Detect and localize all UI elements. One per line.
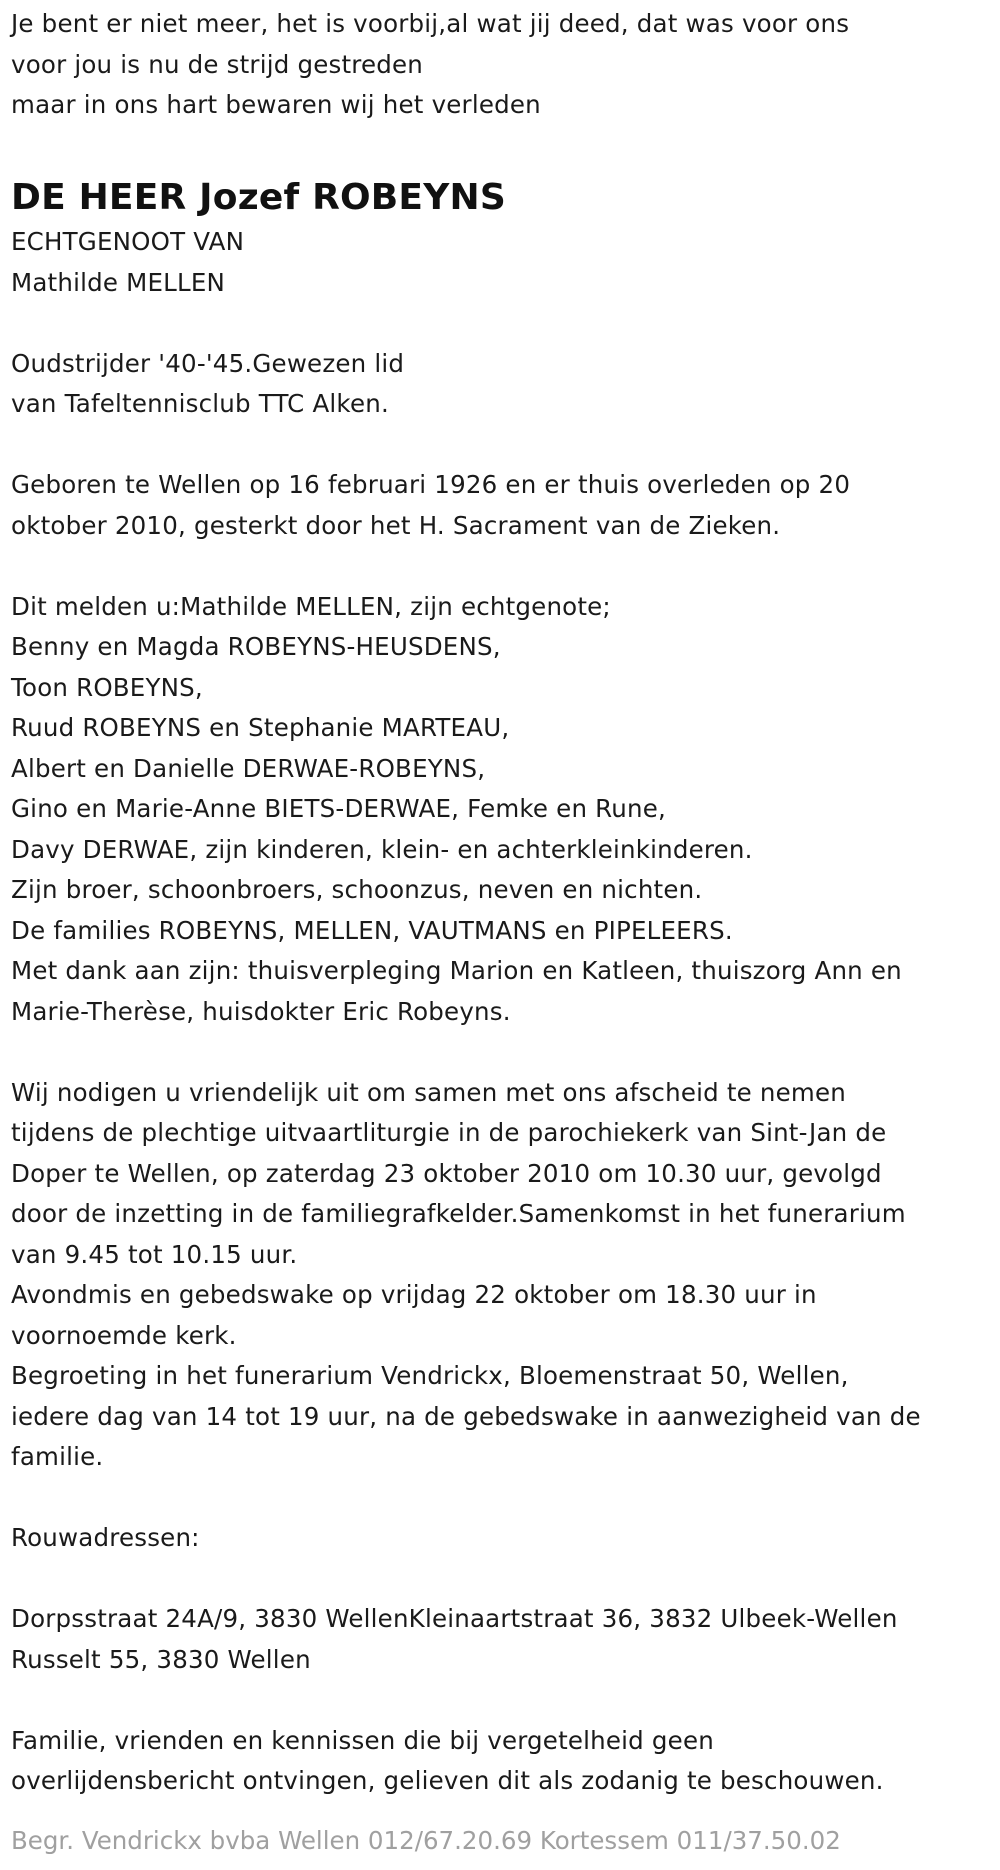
announcer-line: Ruud ROBEYNS en Stephanie MARTEAU, (11, 713, 510, 742)
announcer-line: Zijn broer, schoonbroers, schoonzus, neven en nichten. (11, 875, 703, 904)
ceremony-line: familie. (11, 1442, 104, 1471)
verse (11, 4, 996, 126)
announcer-line: Davy DERWAE, zijn kinderen, klein- en achterkleinkinderen. (11, 834, 753, 864)
spacer (11, 126, 996, 167)
spacer (11, 546, 996, 587)
birth-death-line: oktober 2010, gesterkt door het H. Sacrament van de Zieken. (11, 510, 781, 540)
announcer-line: Gino en Marie-Anne BIETS-DERWAE, Femke en Rune, (11, 794, 667, 823)
spacer (11, 1559, 996, 1600)
ceremony-line: voornoemde kerk. (11, 1320, 237, 1350)
birth-death-block (11, 465, 996, 546)
closing-line: Familie, vrienden en kennissen die bij vergetelheid geen (11, 1725, 714, 1755)
announcer-line: Albert en Danielle DERWAE-ROBEYNS, (11, 753, 486, 783)
ceremony-line: Doper te Wellen, op zaterdag 23 oktober 2010 om 10.30 uur, gevolgd (11, 1158, 882, 1188)
announcer-line: Toon ROBEYNS, (11, 672, 203, 702)
ceremony-line: van 9.45 tot 10.15 uur. (11, 1239, 298, 1269)
obituary-notice (11, 4, 996, 1802)
closing-line: overlijdensbericht ontvingen, gelieven dit als zodanig te beschouwen. (11, 1766, 884, 1795)
addresses-label: Rouwadressen: (11, 1523, 200, 1552)
bio-line: Oudstrijder '40-'45.Gewezen lid (11, 348, 405, 378)
spouse-block (11, 222, 996, 303)
announcer-line: Met dank aan zijn: thuisverpleging Marion en Katleen, thuiszorg Ann en (11, 956, 902, 985)
verse-line: voor jou is nu de strijd gestreden (11, 49, 424, 79)
ceremony-line: iedere dag van 14 tot 19 uur, na de gebedswake in aanwezigheid van de (11, 1401, 921, 1431)
spacer (11, 1680, 996, 1721)
announcers-block (11, 587, 996, 1033)
spacer (11, 1032, 996, 1073)
bio-line: van Tafeltennisclub TTC Alken. (11, 389, 389, 418)
verse-line: Je bent er niet meer, het is voorbij,al wat jij deed, dat was voor ons (11, 9, 850, 38)
ceremony-block (11, 1073, 996, 1478)
ceremony-line: Wij nodigen u vriendelijk uit om samen met ons afscheid te nemen (11, 1077, 846, 1107)
announcer-line: Benny en Magda ROBEYNS-HEUSDENS, (11, 632, 501, 661)
ceremony-line: tijdens de plechtige uitvaartliturgie in de parochiekerk van Sint-Jan de (11, 1118, 887, 1147)
address-line: Dorpsstraat 24A/9, 3830 WellenKleinaartstraat 36, 3832 Ulbeek-Wellen (11, 1604, 898, 1633)
spouse-line: ECHTGENOOT VAN (11, 227, 245, 256)
ceremony-line: Avondmis en gebedswake op vrijdag 22 oktober om 18.30 uur in (11, 1280, 817, 1309)
birth-death-line: Geboren te Wellen op 16 februari 1926 en er thuis overleden op 20 (11, 470, 851, 499)
ceremony-line: door de inzetting in de familiegrafkelder.Samenkomst in het funerarium (11, 1199, 906, 1228)
spacer (11, 303, 996, 344)
spacer (11, 425, 996, 466)
addresses-block (11, 1599, 996, 1680)
announcer-line: Marie-Therèse, huisdokter Eric Robeyns. (11, 996, 511, 1026)
announcer-line: De families ROBEYNS, MELLEN, VAUTMANS en PIPELEERS. (11, 915, 733, 945)
announcer-line: Dit melden u:Mathilde MELLEN, zijn echtgenote; (11, 591, 611, 621)
spacer (11, 1478, 996, 1519)
deceased-name: DE HEER Jozef ROBEYNS (11, 177, 506, 218)
funeral-home-footer: Begr. Vendrickx bvba Wellen 012/67.20.69 Kortessem 011/37.50.02 (11, 1826, 841, 1855)
ceremony-line: Begroeting in het funerarium Vendrickx, Bloemenstraat 50, Wellen, (11, 1361, 849, 1390)
address-line: Russelt 55, 3830 Wellen (11, 1644, 311, 1674)
spouse-line: Mathilde MELLEN (11, 267, 226, 297)
bio-block (11, 344, 996, 425)
closing-block (11, 1721, 996, 1802)
verse-line: maar in ons hart bewaren wij het verleden (11, 90, 541, 119)
